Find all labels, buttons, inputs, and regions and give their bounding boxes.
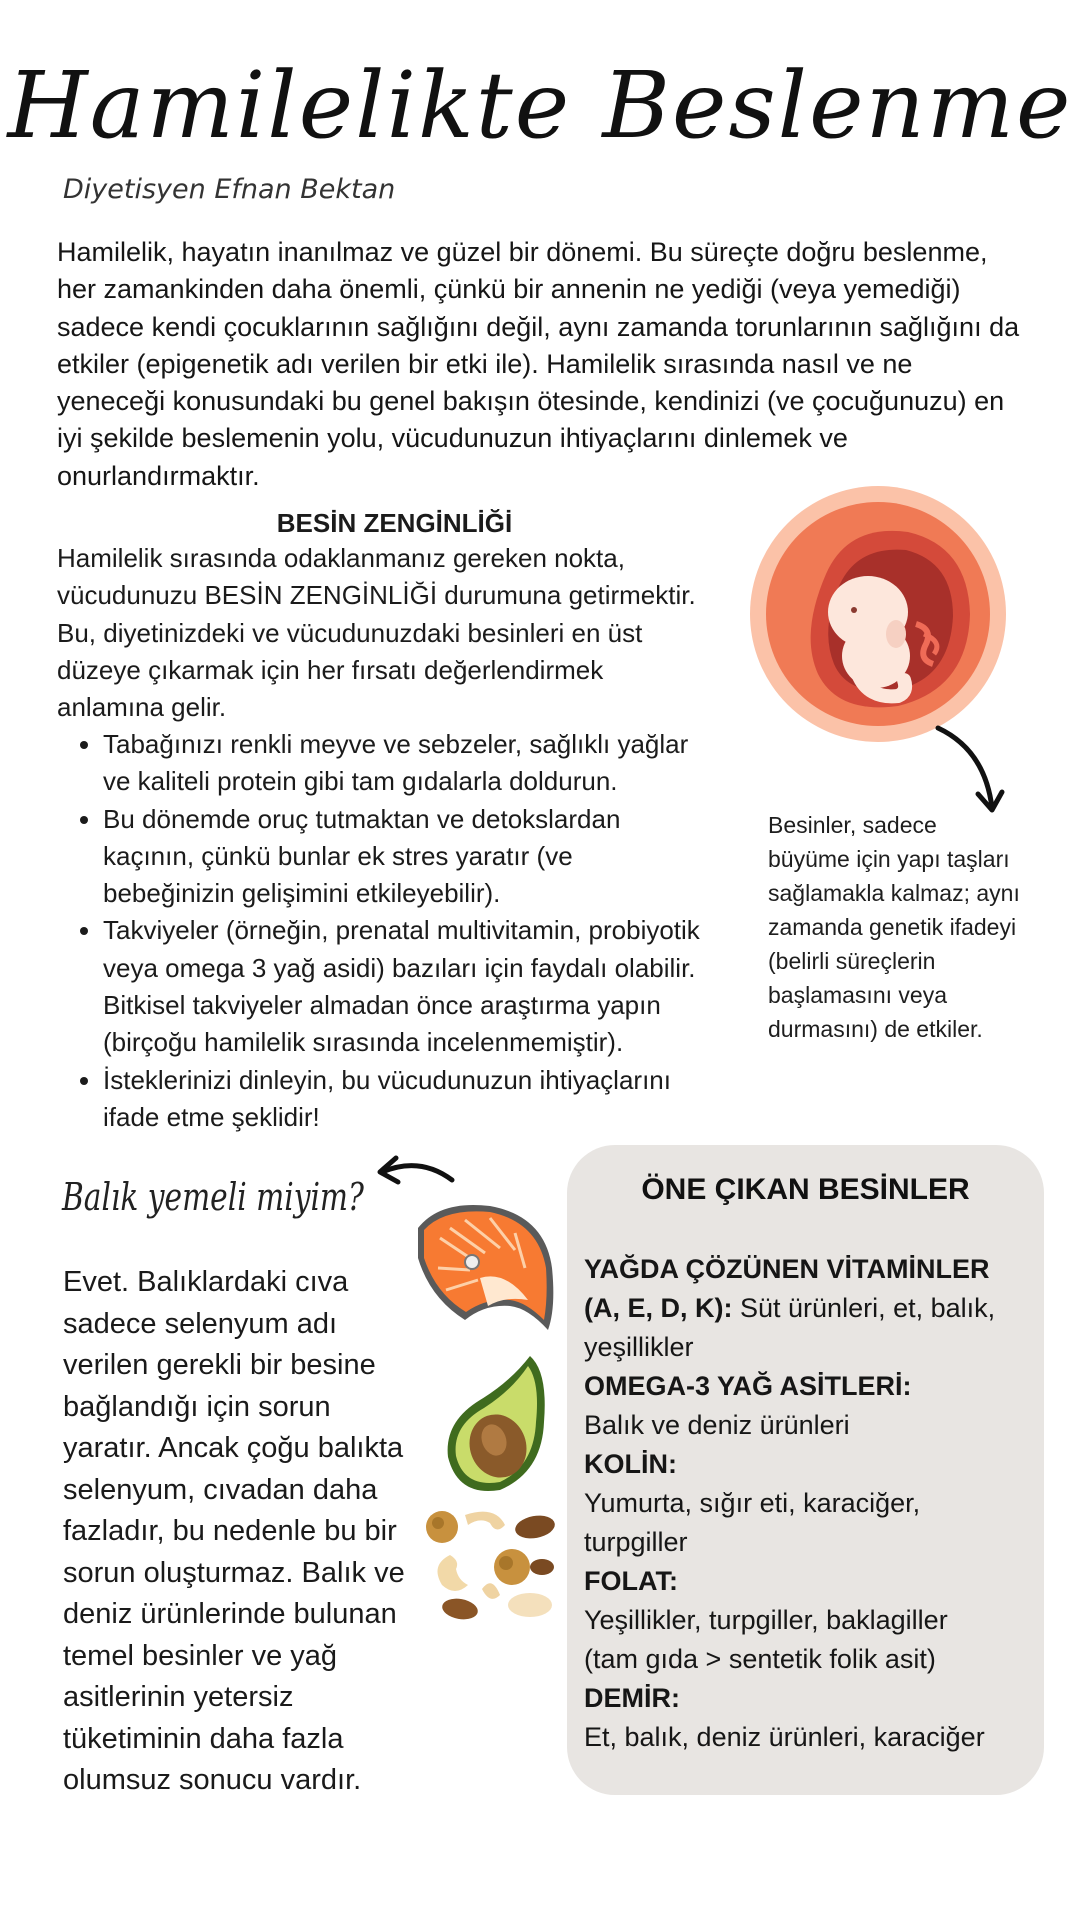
- caption-line: zamanda genetik ifadeyi: [768, 914, 1017, 940]
- list-item-line: ifade etme şeklidir!: [103, 1101, 320, 1132]
- avocado-icon: [440, 1352, 555, 1497]
- paragraph-line: bağlandığı için sorun: [63, 1390, 331, 1423]
- paragraph-line: sadece selenyum adı: [63, 1307, 338, 1340]
- list-item: [103, 726, 747, 801]
- list-item: [103, 912, 747, 1061]
- highlight-box-title: ÖNE ÇIKAN BESİNLER: [641, 1173, 970, 1206]
- caption-line: büyüme için yapı taşları: [768, 846, 1010, 872]
- list-item-line: (birçoğu hamilelik sırasında incelenmemiştir).: [103, 1027, 624, 1058]
- intro-line: yeneceği konusundaki bu genel bakışın ötesinde, kendinizi (ve çocuğunuzu) en: [57, 386, 1005, 417]
- arrow-left-icon: [370, 1150, 460, 1195]
- vitamins-text: yeşillikler: [584, 1332, 694, 1362]
- paragraph-line: vücudunuzu BESİN ZENGİNLİĞİ durumuna getirmektir.: [57, 580, 696, 611]
- iron-text: Et, balık, deniz ürünleri, karaciğer: [584, 1722, 985, 1752]
- intro-line: onurlandırmaktır.: [57, 460, 260, 491]
- vitamins-row: [584, 1289, 1034, 1328]
- paragraph-line: düzeye çıkarmak için her fırsatı değerlendirmek: [57, 654, 604, 685]
- omega-label: OMEGA-3 YAĞ ASİTLERİ:: [584, 1371, 912, 1401]
- folate-label: FOLAT:: [584, 1566, 678, 1596]
- paragraph-line: selenyum, cıvadan daha: [63, 1473, 378, 1506]
- choline-label: KOLİN:: [584, 1449, 677, 1479]
- caption-line: sağlamakla kalmaz; aynı: [768, 880, 1020, 906]
- intro-line: etkiler (epigenetik adı verilen bir etki ile). Hamilelik sırasında nasıl ve ne: [57, 348, 913, 379]
- list-item-line: kaçının, çünkü bunlar ek stres yaratır (ve: [103, 840, 573, 871]
- intro-line: her zamankinden daha önemli, çünkü bir annenin ne yediği (veya yemediği): [57, 274, 961, 305]
- list-item: [103, 1062, 747, 1137]
- caption-line: başlamasını veya: [768, 982, 947, 1008]
- caption-line: Besinler, sadece: [768, 812, 937, 838]
- tips-list: [57, 726, 747, 1136]
- list-item-line: bebeğinizin gelişimini etkileyebilir).: [103, 878, 501, 909]
- nutrient-density-paragraph: [57, 540, 737, 726]
- paragraph-line: temel besinler ve yağ: [63, 1639, 338, 1672]
- paragraph-line: sorun oluşturmaz. Balık ve: [63, 1556, 405, 1589]
- omega-text: Balık ve deniz ürünleri: [584, 1410, 850, 1440]
- paragraph-line: yaratır. Ancak çoğu balıkta: [63, 1432, 404, 1464]
- list-item-line: veya omega 3 yağ asidi) bazıları için faydalı olabilir.: [103, 952, 696, 983]
- salmon-steak-icon: [410, 1198, 560, 1338]
- paragraph-line: Bu, diyetinizdeki ve vücudunuzdaki besinleri en üst: [57, 617, 643, 648]
- caption-line: durmasını) de etkiler.: [768, 1016, 983, 1042]
- folate-text: (tam gıda > sentetik folik asit): [584, 1644, 936, 1674]
- list-item-line: • Tabağınızı renkli meyve ve sebzeler, sağlıklı yağlar: [103, 729, 689, 759]
- paragraph-line: anlamına gelir.: [57, 692, 227, 723]
- fish-heading: Balık yemeli miyim?: [62, 1175, 364, 1219]
- choline-text: turpgiller: [584, 1527, 688, 1557]
- paragraph-line: Hamilelik sırasında odaklanmanız gereken nokta,: [57, 543, 625, 573]
- intro-paragraph: [57, 234, 1037, 495]
- intro-line: sadece kendi çocuklarının sağlığını değil, aynı zamanda torunlarının sağlığını da: [57, 311, 1020, 342]
- paragraph-line: olumsuz sonucu vardır.: [63, 1764, 362, 1796]
- author-name: Diyetisyen Efnan Bektan: [63, 174, 396, 205]
- mixed-nuts-icon: [420, 1505, 560, 1625]
- caption-line: (belirli süreçlerin: [768, 948, 936, 974]
- embryo-illustration: [748, 484, 1008, 744]
- paragraph-line: fazladır, bu nedenle bu bir: [63, 1515, 397, 1547]
- choline-text: Yumurta, sığır eti, karaciğer,: [584, 1488, 921, 1518]
- intro-line: iyi şekilde beslemenin yolu, vücudunuzun ihtiyaçlarını dinlemek ve: [57, 423, 848, 454]
- paragraph-line: verilen gerekli bir besine: [63, 1349, 376, 1381]
- highlight-box-content: [584, 1250, 1034, 1757]
- curved-arrow-icon: [930, 720, 1010, 820]
- nutrient-density-heading: BESİN ZENGİNLİĞİ: [276, 508, 513, 538]
- page-title: Hamilelikte Beslenme: [7, 52, 1073, 159]
- paragraph-line: asitlerinin yetersiz: [63, 1681, 294, 1713]
- intro-line: Hamilelik, hayatın inanılmaz ve güzel bir dönemi. Bu süreçte doğru beslenme,: [57, 237, 988, 267]
- paragraph-line: deniz ürünlerinde bulunan: [63, 1598, 397, 1630]
- list-item-line: Bitkisel takviyeler almadan önce araştırma yapın: [103, 990, 661, 1021]
- paragraph-line: tüketiminin daha fazla: [63, 1722, 344, 1755]
- list-item-line: ve kaliteli protein gibi tam gıdalarla doldurun.: [103, 766, 618, 797]
- folate-text: Yeşillikler, turpgiller, baklagiller: [584, 1605, 948, 1635]
- vitamins-label: YAĞDA ÇÖZÜNEN VİTAMİNLER: [584, 1254, 990, 1284]
- vitamins-label: (A, E, D, K):: [584, 1293, 733, 1323]
- list-item: [103, 801, 747, 913]
- vitamins-row: [584, 1250, 1034, 1289]
- paragraph-line: Evet. Balıklardaki cıva: [63, 1266, 349, 1298]
- embryo-caption: [768, 808, 1050, 1046]
- list-item-line: • Takviyeler (örneğin, prenatal multivitamin, probiyotik: [103, 915, 700, 946]
- fish-paragraph: [63, 1262, 423, 1802]
- iron-label: DEMİR:: [584, 1683, 680, 1713]
- list-item-line: • Bu dönemde oruç tutmaktan ve detokslardan: [103, 803, 621, 834]
- list-item-line: • İsteklerinizi dinleyin, bu vücudunuzun ihtiyaçlarını: [103, 1064, 671, 1095]
- vitamins-text: Süt ürünleri, et, balık,: [732, 1293, 996, 1323]
